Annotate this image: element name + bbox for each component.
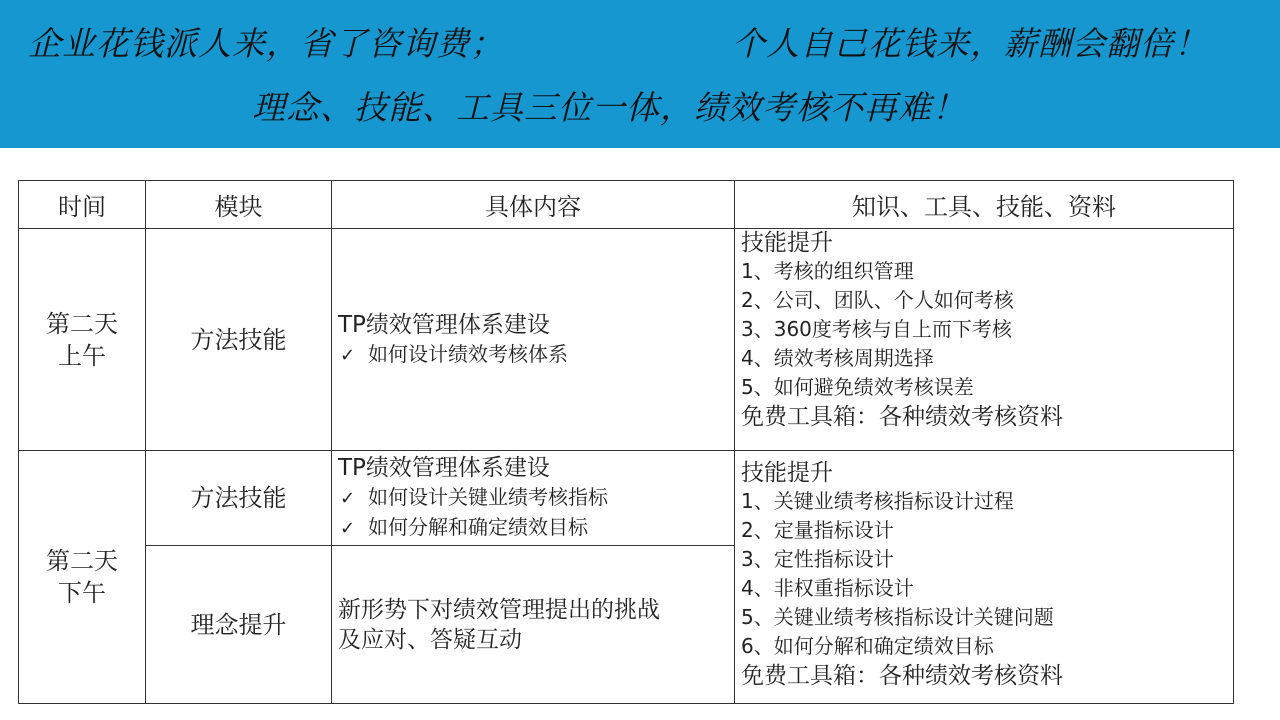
knowledge-item: 3、360度考核与自上而下考核 (741, 317, 1012, 341)
knowledge-item: 3、定性指标设计 (741, 547, 894, 571)
knowledge-title: 技能提升 (741, 460, 833, 486)
knowledge-item: 1、关键业绩考核指标设计过程 (741, 489, 1014, 513)
knowledge-item: 6、如何分解和确定绩效目标 (741, 634, 994, 658)
content-cell-afternoon-1 (332, 451, 735, 546)
table-row-morning (19, 229, 1234, 451)
knowledge-item: 5、如何避免绩效考核误差 (741, 375, 974, 399)
time-line2: 下午 (58, 579, 106, 607)
checkmark-icon: ✓ (340, 518, 356, 539)
knowledge-item: 5、关键业绩考核指标设计关键问题 (741, 605, 1054, 629)
slogan-center: 理念、技能、工具三位一体，绩效考核不再难！ (252, 88, 966, 127)
list-item-label: 如何设计绩效考核体系 (368, 341, 568, 366)
content-cell-morning (332, 229, 735, 451)
knowledge-item: 2、定量指标设计 (741, 518, 894, 542)
time-line1: 第二天 (46, 309, 118, 338)
header-content: 具体内容 (332, 181, 735, 229)
list-item (338, 483, 734, 513)
content-line: 新形势下对绩效管理提出的挑战 (338, 596, 660, 623)
content-line: 及应对、答疑互动 (338, 626, 522, 653)
knowledge-title: 技能提升 (741, 230, 833, 256)
header-time: 时间 (19, 181, 146, 229)
module-cell-afternoon-1: 方法技能 (146, 451, 332, 546)
content-cell-afternoon-2 (332, 546, 735, 704)
slogan-left: 企业花钱派人来，省了咨询费； (28, 24, 504, 63)
toolbox-note: 免费工具箱：各种绩效考核资料 (741, 404, 1063, 430)
module-cell-morning: 方法技能 (146, 229, 332, 451)
time-cell-morning (19, 229, 146, 451)
table-header-row (19, 181, 1234, 229)
time-line2: 上午 (58, 341, 106, 370)
content-title: TP绩效管理体系建设 (338, 455, 550, 481)
list-item (338, 340, 734, 370)
content-title: TP绩效管理体系建设 (338, 311, 550, 338)
list-item-label: 如何设计关键业绩考核指标 (368, 485, 608, 509)
header-module: 模块 (146, 181, 332, 229)
toolbox-note: 免费工具箱：各种绩效考核资料 (741, 663, 1063, 689)
checkmark-icon: ✓ (340, 488, 356, 509)
slogan-banner (0, 0, 1280, 148)
knowledge-item: 4、绩效考核周期选择 (741, 346, 934, 370)
table-row-afternoon-1 (19, 451, 1234, 546)
time-line1: 第二天 (46, 547, 118, 575)
list-item (338, 513, 734, 543)
time-cell-afternoon (19, 451, 146, 704)
checkmark-icon: ✓ (340, 344, 356, 366)
module-cell-afternoon-2: 理念提升 (146, 546, 332, 704)
knowledge-item: 2、公司、团队、个人如何考核 (741, 288, 1014, 312)
header-knowledge: 知识、工具、技能、资料 (735, 181, 1234, 229)
list-item-label: 如何分解和确定绩效目标 (368, 515, 588, 539)
course-schedule-table (18, 180, 1234, 704)
knowledge-cell-afternoon (735, 451, 1234, 704)
slogan-right: 个人自己花钱来，薪酬会翻倍！ (732, 24, 1208, 63)
knowledge-item: 1、考核的组织管理 (741, 259, 914, 283)
knowledge-cell-morning (735, 229, 1234, 451)
knowledge-item: 4、非权重指标设计 (741, 576, 914, 600)
